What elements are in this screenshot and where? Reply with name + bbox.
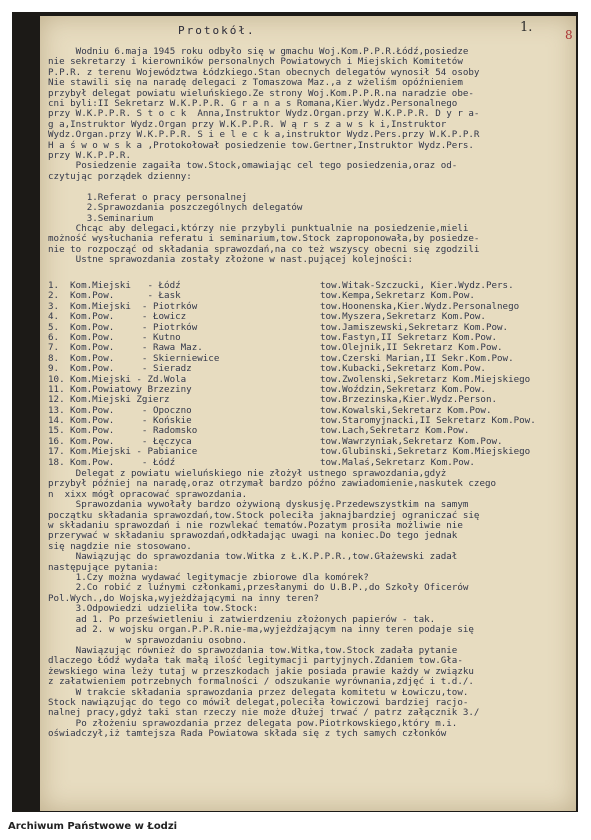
text-line: się nagdzie nie stosowano. [48, 540, 192, 552]
text-line: Wodniu 6.maja 1945 roku odbyło się w gmachu Woj.Kom.P.P.R.Łódź,posiedze [48, 46, 469, 57]
roster-committee: Kom.Miejski - Piotrków [70, 300, 198, 312]
roster-delegate: tow.Olejnik,II Sekretarz Kom.Pow. [320, 342, 503, 354]
text-line: Ustne sprawozdania zostały złożone w nast.pującej kolejności: [48, 254, 414, 266]
text-line: nie sekretarzy i kierowników personalnych Powiatowych i Miejskich Komitetów [48, 56, 463, 68]
text-line: nalnej pracy,gdyż taki stan rzeczy nie może dłużej trwać / patrz załącznik 3./ [48, 707, 480, 719]
roster-number: 12. [48, 394, 65, 406]
roster-delegate: tow.Woździn,Sekretarz Kom.Pow. [320, 383, 486, 395]
text-line: n xixx mógł opracować sprawozdania. [48, 488, 248, 500]
roster-delegate: tow.Witak-Szczucki, Kier.Wydz.Pers. [320, 280, 514, 291]
text-line: H a ś w o w s k a ,Protokołował posiedzenie tow.Gertner,Instruktor Wydz.Pers. [48, 139, 474, 151]
roster-number: 5. [48, 321, 60, 333]
roster-delegate: tow.Glubinski,Sekretarz Kom.Miejskiego [320, 446, 531, 458]
text-line: początku składania sprawozdań,tow.Stock poleciła jaknajbardziej ograniczać się [48, 509, 480, 521]
text-line: Delegat z powiatu wieluńskiego nie złożył ustnego sprawozdania,gdyż [48, 468, 447, 479]
protocol-intro-text [48, 47, 556, 266]
roster-delegate: tow.Wawrzyniak,Sekretarz Kom.Pow. [320, 435, 503, 447]
protocol-discussion-text [48, 469, 556, 740]
roster-delegate: tow.Zwolenski,Sekretarz Kom.Miejskiego [320, 373, 531, 385]
text-line: ad 1. Po prześwietleniu i zatwierdzeniu złożonych papierów - tak. [48, 613, 436, 625]
text-line: Pol.Wych.,do Wojska,wyjeżdżającymi na inny teren? [48, 592, 320, 604]
text-line: żewskiego wina leży tutaj w przeszkodach jakie posiada prawie każdy w związku [48, 665, 474, 677]
roster-number: 3. [48, 300, 60, 312]
roster-delegate: tow.Malaś,Sekretarz Kom.Pow. [320, 456, 475, 468]
text-line: ad 2. w wojsku organ.P.P.R.nie-ma,wyjeżdżającym na inny teren podaje się [48, 624, 474, 636]
roster-number: 14. [48, 415, 65, 427]
roster-delegate: tow.Lach,Sekretarz Kom.Pow. [320, 425, 470, 437]
text-line: 1.Referat o pracy personalnej [48, 191, 248, 203]
roster-committee: Kom.Pow. - Opoczno [70, 404, 192, 416]
text-line: oświadczył,iż tamtejsza Rada Powiatowa składa się z tych samych członków [48, 728, 447, 740]
roster-number: 4. [48, 311, 60, 323]
text-line: 3.Odpowiedzi udzieliła tow.Stock: [48, 603, 259, 615]
roster-number: 17. [48, 446, 65, 458]
roster-committee: Kom.Pow. - Łódź [70, 456, 176, 468]
roster-number: 10. [48, 373, 65, 385]
roster-number: 2. [48, 290, 60, 302]
text-line: g a,Instruktor Wydz.Organ przy W.K.P.P.R. W ą r s z a w s k i,Instruktor [48, 118, 447, 130]
text-line: Nie stawili się na naradę delegaci z Tomaszowa Maz.,a z wżeliśm opóźnieniem [48, 77, 463, 89]
text-line: Wydz.Organ.przy W.K.P.P.R. S i e l e c k a,instruktor Wydz.Pers.przy W.K.P.P.R [48, 129, 480, 141]
roster-number: 9. [48, 363, 60, 375]
text-line: przy W.K.P.P.R. S t o c k Anna,Instruktor Wydz.Organ.przy W.K.P.P.R. D y r a- [48, 108, 480, 120]
roster-delegate: tow.Jamiszewski,Sekretarz Kom.Pow. [320, 321, 509, 333]
roster-committee: Kom.Pow. - Łowicz [70, 311, 187, 323]
roster-committee: Kom.Pow. - Sieradz [70, 363, 192, 375]
roster-committee: Kom.Pow. - Radomsko [70, 425, 198, 437]
text-line: P.P.R. z terenu Województwa Łódzkiego.Stan obecnych delegatów wynosił 54 osoby [48, 66, 480, 78]
roster-number: 11. [48, 383, 65, 395]
text-line: 2.Co robić z luźnymi członkami,przesłanymi do U.B.P.,do Szkoły Oficerów [48, 582, 469, 594]
roster-row [48, 312, 558, 322]
text-line: Nawiązując do sprawozdania tow.Witka z Ł.K.P.P.R.,tow.Głażewski zadał [48, 551, 458, 563]
roster-committee: Kom.Pow. - Kutno [70, 331, 181, 343]
text-line: Chcąc aby delegaci,którzy nie przybyli punktualnie na posiedzenie,mieli [48, 222, 469, 234]
roster-row [48, 364, 558, 374]
roster-delegate: tow.Brzezinska,Kier.Wydz.Person. [320, 394, 498, 406]
text-line: przybył delegat powiatu wieluńskiego.Ze strony Woj.Kom.P.P.R.na naradzie obe- [48, 87, 474, 99]
roster-delegate: tow.Czerski Marian,II Sekr.Kom.Pow. [320, 352, 514, 364]
text-line: Po złożeniu sprawozdania przez delegata pow.Piotrkowskiego,który m.i. [48, 717, 458, 729]
text-line: przy W.K.P.P.R. [48, 150, 131, 162]
roster-committee: Kom.Pow. - Końskie [70, 415, 192, 427]
roster-delegate: tow.Fastyn,II Sekretarz Kom.Pow. [320, 331, 498, 343]
text-line: w sprawozdaniu osobno. [48, 634, 248, 646]
roster-committee: Kom.Pow. - Skierniewice [70, 352, 220, 364]
roster-delegate: tow.Staromyjnacki,II Sekretarz Kom.Pow. [320, 415, 536, 427]
archive-pencil-note: 8 [565, 28, 573, 42]
roster-committee: Kom.Miejski Zgierz [70, 394, 170, 406]
roster-number: 16. [48, 435, 65, 447]
text-line: następujące pytania: [48, 561, 159, 573]
text-line: w składaniu sprawozdań i nie rozwlekać tematów.Pozatym prosiła możliwie nie [48, 520, 463, 532]
roster-row [48, 458, 558, 468]
roster-number: 18. [48, 456, 65, 468]
text-line: Posiedzenie zagaiła tow.Stock,omawiając cel tego posiedzenia,oraz od- [48, 160, 458, 172]
roster-number: 6. [48, 331, 60, 343]
roster-committee: Kom.Miejski - Pabianice [70, 446, 198, 458]
roster-number: 8. [48, 352, 60, 364]
roster-committee: Kom.Miejski - Zd.Wola [70, 373, 187, 385]
text-line: nie to rozpocząć od składania sprawozdań,na co też wszyscy obecni się zgodzili [48, 243, 480, 255]
roster-committee: Kom.Pow. - Łęczyca [70, 435, 192, 447]
text-line: Stock nawiązując do tego co mówił delegat,poleciła łowiczowi bardziej racjo- [48, 696, 469, 708]
roster-committee: Kom.Pow. - Łask [70, 290, 181, 302]
text-line: przybył później na naradę,oraz otrzymał bardzo późno zawiadomienie,naskutek czego [48, 478, 497, 490]
text-line: dlaczego Łódź wydała tak małą ilość legitymacji partyjnych.Zdaniem tow.Gła- [48, 655, 463, 667]
page-number-note: 1. [520, 20, 533, 35]
text-line: czytując porządek dzienny: [48, 170, 192, 182]
text-line: Sprawozdania wywołały bardzo ożywioną dyskusję.Przedewszystkim na samym [48, 499, 469, 511]
text-line: z załatwieniem potrzebnych formalności / odszukanie wyrównania,zdjęć i t.d./. [48, 676, 474, 688]
roster-delegate: tow.Kubacki,Sekretarz Kom.Pow. [320, 363, 486, 375]
roster-number: 15. [48, 425, 65, 437]
text-line: cni byli:II Sekretarz W.K.P.P.R. G r a n a s Romana,Kier.Wydz.Personalnego [48, 98, 458, 110]
delegate-roster [48, 281, 558, 468]
roster-number: 1. [48, 280, 60, 291]
roster-committee: Kom.Pow. - Rawa Maz. [70, 342, 203, 354]
text-line: 1.Czy można wydawać legitymacje zbiorowe dla komórek? [48, 572, 369, 584]
roster-delegate: tow.Myszera,Sekretarz Kom.Pow. [320, 311, 486, 323]
text-line: Nawiązując również do sprawozdania tow.Witka,tow.Stock zadała pytanie [48, 644, 458, 656]
roster-delegate: tow.Kempa,Sekretarz Kom.Pow. [320, 290, 475, 302]
roster-committee: Kom.Powiatowy Brzeziny [70, 383, 192, 395]
document-title: Protokół. [178, 24, 256, 37]
archive-label: Archiwum Państwowe w Łodzi [8, 821, 178, 832]
roster-committee: Kom.Pow. - Piotrków [70, 321, 198, 333]
roster-number: 7. [48, 342, 60, 354]
roster-delegate: tow.Kowalski,Sekretarz Kom.Pow. [320, 404, 492, 416]
roster-committee: Kom.Miejski - Łódź [70, 280, 181, 291]
text-line: W trakcie składania sprawozdania przez delegata komitetu w Łowiczu,tow. [48, 686, 469, 698]
archive-footer [0, 812, 591, 840]
text-line: przerywać w składaniu sprawozdań,odkładając uwagi na koniec.Do tego jednak [48, 530, 458, 542]
roster-delegate: tow.Hoonenska,Kier.Wydz.Personalnego [320, 300, 520, 312]
text-line: możność wysłuchania referatu i seminarium,tow.Stock zaproponowała,by posiedze- [48, 233, 480, 245]
roster-number: 13. [48, 404, 65, 416]
text-line: 3.Seminarium [48, 212, 154, 224]
text-line: 2.Sprawozdania poszczególnych delegatów [48, 202, 303, 214]
